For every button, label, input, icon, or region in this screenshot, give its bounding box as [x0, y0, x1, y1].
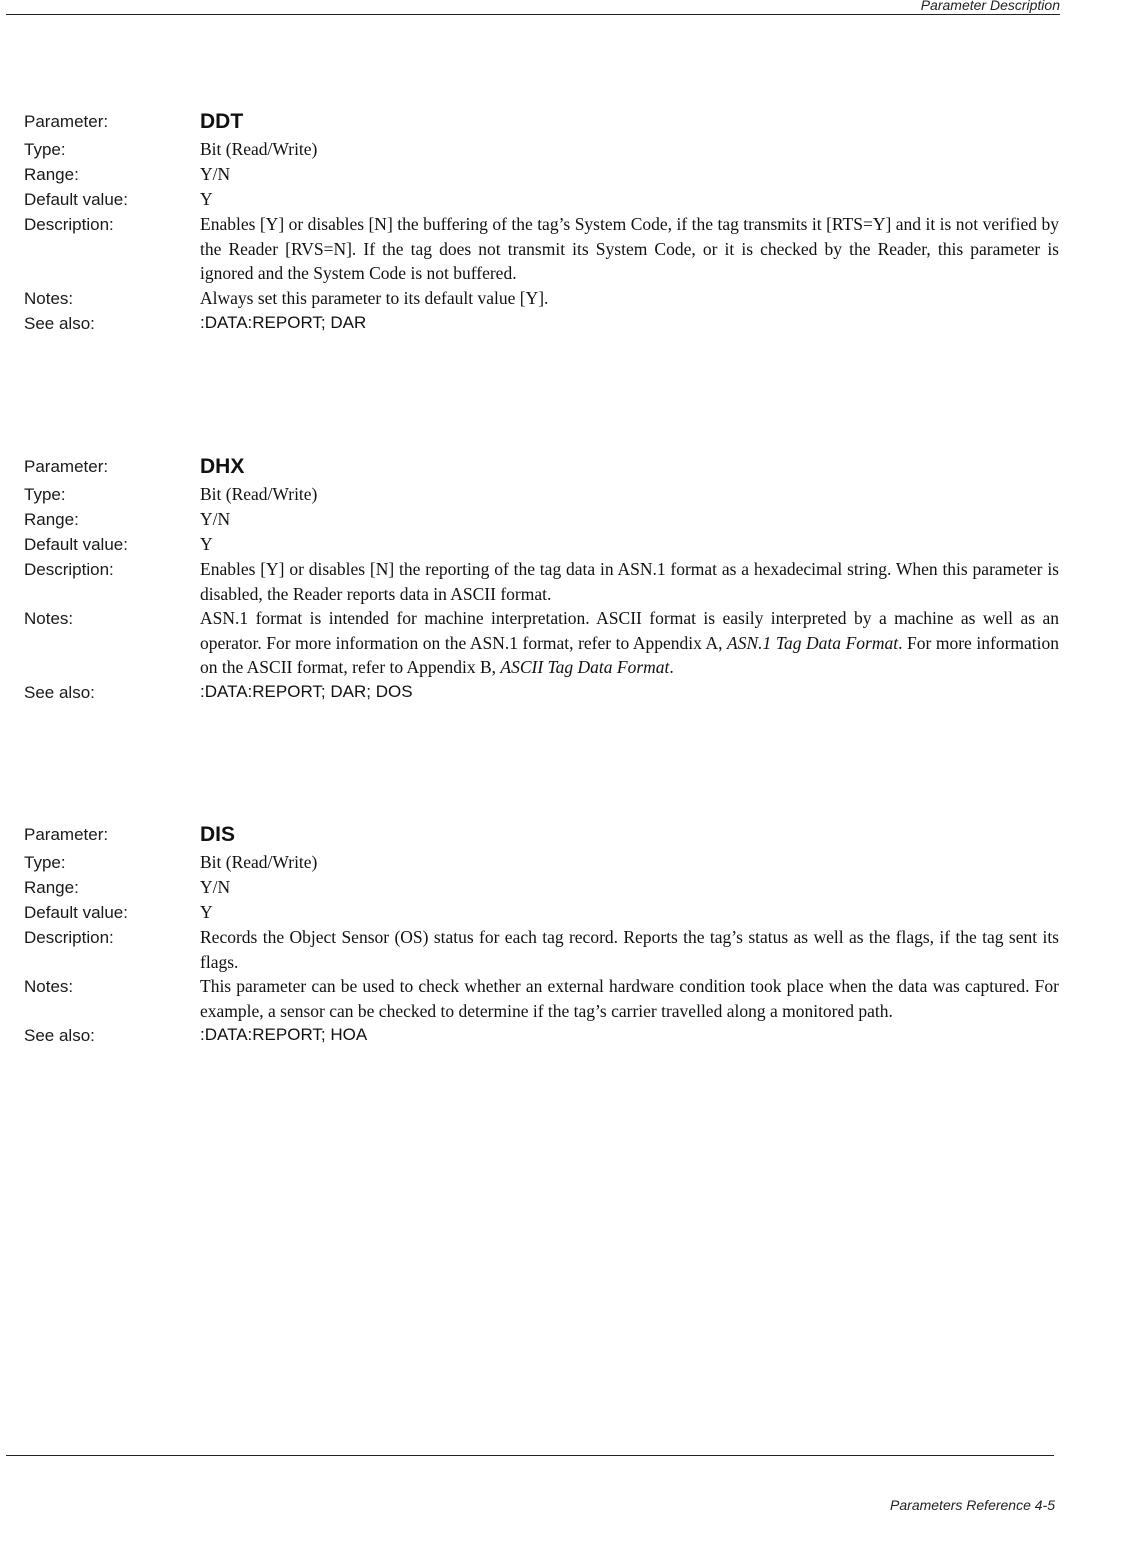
parameter-name: DDT [200, 110, 244, 133]
parameter-block-ddt [24, 108, 1059, 336]
default-label: Default value: [24, 903, 128, 922]
notes-text: . For more information on the ASCII format, refer to Appendix B, [200, 632, 1060, 677]
notes-label: Notes: [24, 977, 74, 996]
type-label: Type: [24, 853, 66, 872]
type-value: Bit (Read/Write) [200, 852, 318, 872]
parameter-block-dis [24, 821, 1059, 1048]
parameter-label: Parameter: [24, 112, 109, 131]
range-value: Y/N [200, 877, 231, 897]
parameter-label: Parameter: [24, 825, 109, 844]
see-also-value: :DATA:REPORT; HOA [200, 1025, 368, 1044]
description-value: Records the Object Sensor (OS) status for each tag record. Reports the tag’s status as well as the flags, if the tag sent its flags. [200, 927, 1059, 972]
see-also-value: :DATA:REPORT; DAR; DOS [200, 681, 413, 701]
default-value: Y [200, 189, 213, 209]
parameter-name: DIS [200, 823, 236, 846]
range-label: Range: [24, 878, 79, 897]
notes-label: Notes: [24, 288, 74, 308]
see-also-label: See also: [24, 313, 95, 333]
default-value: Y [200, 902, 213, 922]
see-also-value: :DATA:REPORT; DAR [200, 312, 367, 332]
type-value: Bit (Read/Write) [200, 139, 318, 159]
notes-label: Notes: [24, 609, 74, 628]
description-value: Enables [Y] or disables [N] the buffering of the tag’s System Code, if the tag transmits it [RTS=Y] and it is not verified by the Reader [RVS=N]. If the tag does not transmit its System Code, or it is checked by the Reader, this parameter is ignored and the System Code is not buffered. [200, 214, 1059, 283]
appendix-a-title: ASN.1 Tag Data Format [727, 632, 899, 653]
range-label: Range: [24, 510, 79, 529]
notes-value: This parameter can be used to check whether an external hardware condition took place when the data was captured. For example, a sensor can be checked to determine if the tag’s carrier travelled along a monitored path. [200, 976, 1059, 1021]
type-label: Type: [24, 485, 66, 504]
parameter-label: Parameter: [24, 457, 109, 476]
range-value: Y/N [200, 164, 231, 184]
see-also-label: See also: [24, 1026, 95, 1045]
description-label: Description: [24, 560, 114, 579]
description-label: Description: [24, 928, 114, 947]
parameter-name: DHX [200, 455, 245, 478]
running-header: Parameter Description [920, 0, 1060, 13]
notes-value [200, 606, 1059, 680]
notes-text: ASN.1 format is intended for machine interpretation. ASCII format is easily interpreted by a machine as well as an operator. For more information on the ASN.1 format, refer to Appendix A, [200, 608, 1059, 653]
type-label: Type: [24, 140, 66, 159]
notes-text: . [669, 657, 674, 677]
appendix-b-title: ASCII Tag Data Format [500, 657, 670, 677]
description-value: Enables [Y] or disables [N] the reporting of the tag data in ASN.1 format as a hexadecimal string. When this parameter is disabled, the Reader reports data in ASCII format. [200, 559, 1059, 604]
description-label: Description: [24, 215, 114, 234]
header-rule [6, 14, 1060, 15]
page-footer: Parameters Reference 4-5 [890, 1497, 1055, 1513]
parameter-block-dhx [24, 453, 1059, 705]
default-label: Default value: [24, 190, 128, 209]
type-value: Bit (Read/Write) [200, 484, 318, 504]
default-value: Y [200, 534, 213, 554]
range-label: Range: [24, 165, 79, 184]
notes-value: Always set this parameter to its default value [Y]. [200, 287, 549, 308]
default-label: Default value: [24, 535, 128, 554]
footer-rule [6, 1455, 1054, 1456]
see-also-label: See also: [24, 682, 95, 702]
range-value: Y/N [200, 509, 231, 529]
